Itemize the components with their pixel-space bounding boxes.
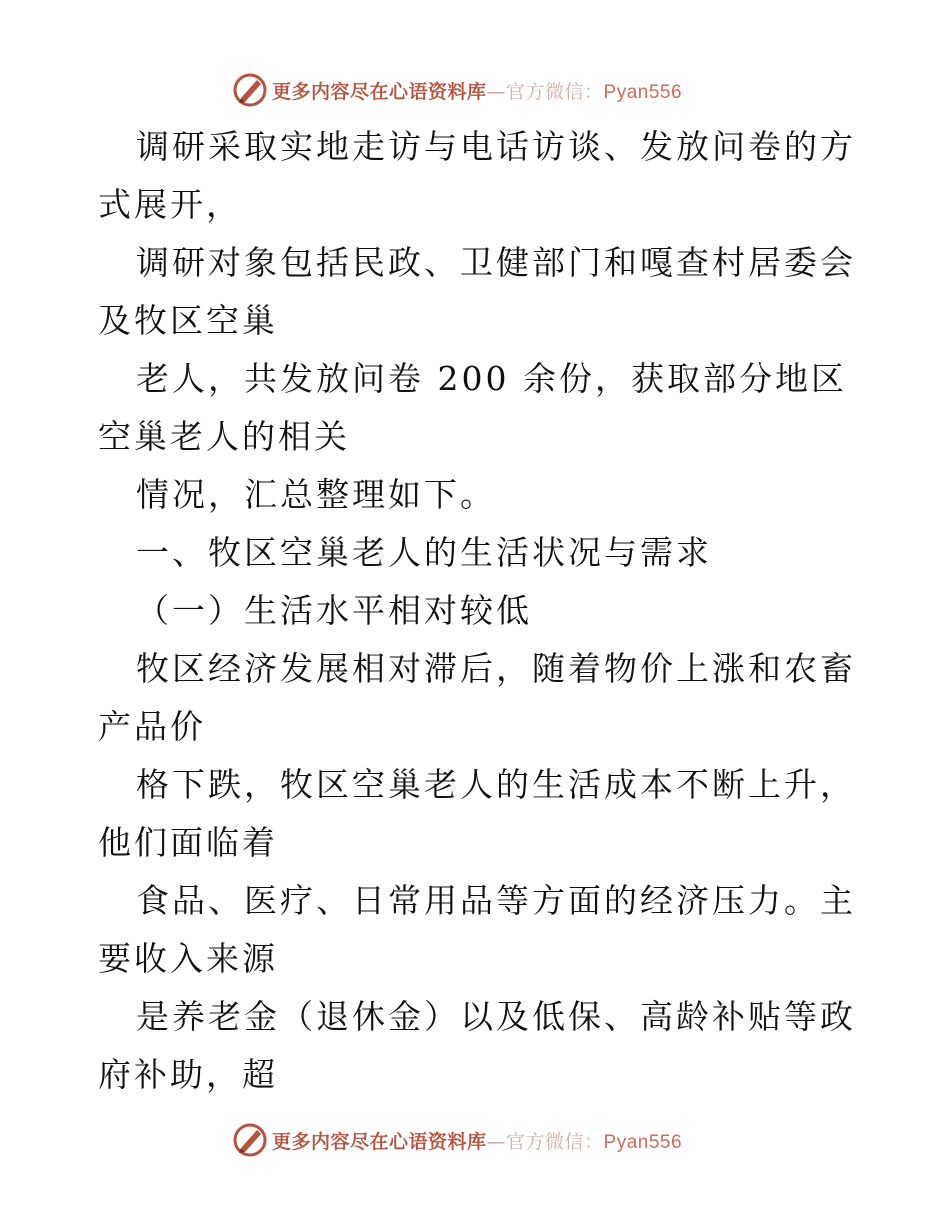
paragraph: 是养老金（退休金）以及低保、高龄补贴等政府补助，超 (98, 997, 856, 1094)
subsection-heading: （一）生活水平相对较低 (136, 591, 532, 630)
logo-icon (232, 72, 268, 108)
banner-wechat-id: Pyan556 (603, 81, 683, 103)
banner-brand: 更多内容尽在心语资料库 (272, 80, 487, 103)
paragraph: 格下跌，牧区空巢老人的生活成本不断上升，他们面临着 (98, 765, 856, 862)
document-body (98, 118, 858, 1104)
banner-text (272, 1127, 682, 1154)
logo-icon (232, 1122, 268, 1158)
section-heading: 一、牧区空巢老人的生活状况与需求 (136, 533, 712, 572)
header-banner (232, 70, 712, 110)
paragraph: 情况，汇总整理如下。 (136, 475, 496, 514)
paragraph: 老人，共发放问卷 200 余份，获取部分地区空巢老人的相关 (98, 359, 847, 456)
banner-wechat-id: Pyan556 (603, 1131, 683, 1153)
banner-wechat-label: 官方微信： (506, 1130, 604, 1153)
banner-separator: — (486, 1130, 507, 1153)
paragraph: 调研采取实地走访与电话访谈、发放问卷的方式展开， (98, 127, 856, 224)
banner-separator: — (486, 80, 507, 103)
paragraph: 牧区经济发展相对滞后，随着物价上涨和农畜产品价 (98, 649, 856, 746)
banner-wechat-label: 官方微信： (506, 80, 604, 103)
banner-brand: 更多内容尽在心语资料库 (272, 1130, 487, 1153)
paragraph: 调研对象包括民政、卫健部门和嘎查村居委会及牧区空巢 (98, 243, 856, 340)
banner-text (272, 77, 682, 104)
paragraph: 食品、医疗、日常用品等方面的经济压力。主要收入来源 (98, 881, 856, 978)
footer-banner (232, 1120, 712, 1160)
